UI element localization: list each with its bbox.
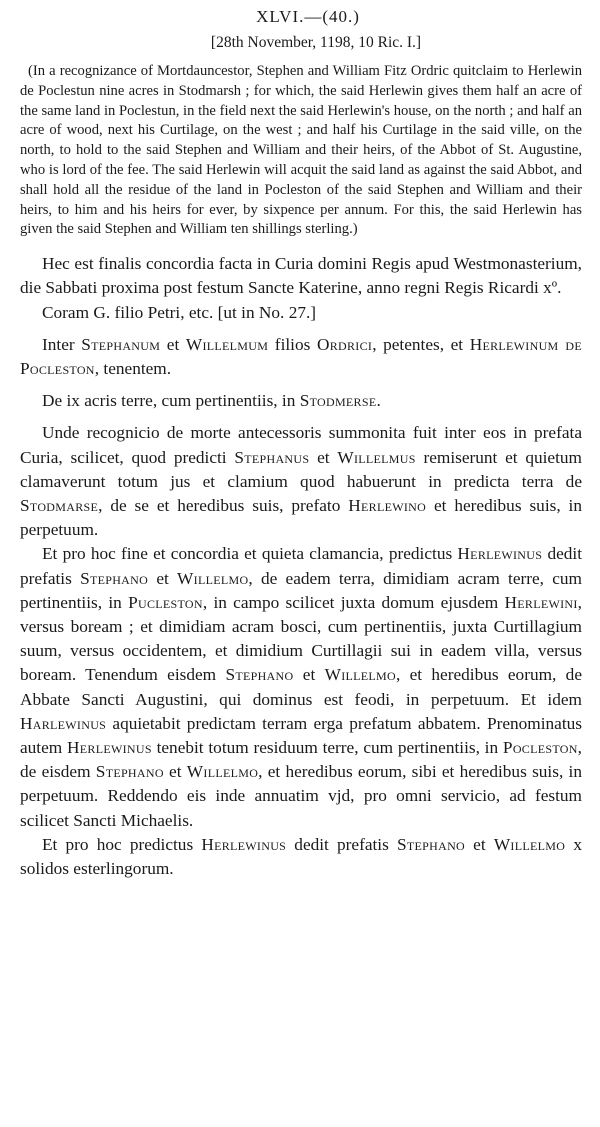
text-run: , tenentem. [94, 358, 172, 378]
text-run: , de eisdem [20, 738, 582, 782]
text-run: . [376, 391, 381, 411]
name-stephano: Stephano [80, 568, 149, 588]
name-willelmo: Willelmo [177, 568, 249, 588]
place-stodmerse: Stodmerse [299, 391, 377, 411]
text-run: dedit prefatis [20, 544, 582, 588]
text-run: filios [268, 334, 317, 354]
name-willelmus: Willelmus [337, 447, 416, 467]
name-stephanum: Stephanum [81, 334, 161, 354]
text-run: et [465, 834, 494, 854]
text-run: remiserunt et quietum clamaverunt totum jus et clamium quod habuerunt in predicta terra de [20, 447, 582, 491]
name-stephano: Stephano [95, 762, 164, 782]
text-run: et [293, 665, 325, 685]
name-herlewinus: Herlewinus [201, 834, 287, 854]
text-run: , de eadem terra, dimidiam acram terre, cum pertinentiis, in [20, 568, 582, 612]
concordia-paragraph [14, 542, 582, 832]
text-run: , et heredibus eorum, de Abbate Sancti Augustini, qui dominus est feodi, in perpetuum. Et idem [20, 665, 582, 709]
text-run: Inter [42, 334, 82, 354]
name-herlewinus: Herlewinus [67, 738, 152, 758]
name-herlewinum-de-pocleston: Herlewinum de Pocleston [20, 334, 582, 378]
text-run: , et heredibus eorum, sibi et heredibus suis, in perpetuum. Reddendo eis inde annuatim vjd, pro omni servicio, ad festum scilicet Sancti Michaelis. [20, 762, 582, 830]
text-run: Unde recognicio de morte antecessoris summonita fuit inter eos in prefata Curia, scilicet, quod predicti [20, 423, 582, 467]
name-willelmo: Willelmo [186, 762, 259, 782]
acris-paragraph [14, 389, 582, 413]
text-run: dedit prefatis [286, 834, 397, 854]
name-stephano: Stephano [225, 665, 294, 685]
name-willelmum: Willelmum [185, 334, 269, 354]
name-stephanus: Stephanus [234, 447, 310, 467]
text-run: Et pro hoc predictus [42, 834, 202, 854]
document-date: [28th November, 1198, 10 Ric. I.] [210, 34, 422, 51]
text-run: x solidos esterlingorum. [20, 834, 582, 879]
name-willelmo: Willelmo [493, 834, 566, 854]
text-run: et [309, 447, 338, 467]
finalis-concordia-paragraph: Hec est finalis concordia facta in Curia domini Regis apud Westmonasterium, die Sabbati proxima post festum Sancte Katerine, anno regni Regis Ricardi xº. [20, 254, 582, 298]
recognicio-paragraph [14, 421, 582, 542]
document-number: XLVI.—(40.) [256, 7, 360, 26]
text-run: et heredibus suis, in perpetuum. [20, 496, 583, 540]
place-pucleston: Pucleston [128, 592, 203, 612]
text-run: , de se et heredibus suis, prefato [98, 496, 349, 515]
text-run: , petentes, et [372, 334, 470, 354]
name-harlewinus: Harlewinus [20, 713, 107, 733]
name-herlewini: Herlewini [504, 592, 578, 612]
text-run: et [160, 334, 186, 354]
place-stodmarse: Stodmarse [20, 496, 99, 515]
parties-paragraph [14, 333, 582, 381]
text-run: et [163, 762, 187, 782]
text-run: Et pro hoc fine et concordia et quieta clamancia, predictus [42, 544, 458, 564]
text-run: et [148, 568, 178, 588]
name-stephano: Stephano [397, 834, 466, 854]
name-herlewino: Herlewino [348, 496, 427, 515]
english-summary: (In a recognizance of Mortdauncestor, Stephen and William Fitz Ordric quitclaim to Herlewin de Poclestun nine acres in Stodmarsh ; for which, the said Herlewin gives them half an acre of the same land in Poclestun, in the field next the said Herlewin's house, on the north ; and half an acre of wood, next his Curtilage, on the west ; and half his Curtilage in the said ville, on the north, to hold to the said Stephen and William and their heirs, of the Abbot of St. Augustine, who is lord of the fee. The said Herlewin will acquit the said land as against the said Abbot, and shall hold all the residue of the land in Pocleston of the said Stephen and William and their heirs, to him and his heirs for ever, by sixpence per annum. For this, the said Herlewin has given the said Stephen and William ten shillings sterling.) [20, 63, 582, 238]
coram-line: Coram G. filio Petri, etc. [ut in No. 27.] [42, 302, 317, 322]
place-pocleston: Pocleston [502, 738, 578, 758]
name-ordrici: Ordrici [316, 334, 373, 354]
name-herlewinus: Herlewinus [457, 544, 543, 564]
text-run: , in campo scilicet juxta domum ejusdem [202, 592, 505, 612]
text-run: aquietabit predictam terram erga prefatum abbatem. Prenominatus autem [20, 713, 582, 758]
text-run: tenebit totum residuum terre, cum pertinentiis, in [151, 738, 503, 758]
name-willelmo: Willelmo [324, 665, 396, 685]
text-run: De ix acris terre, cum pertinentiis, in [42, 391, 300, 411]
text-run: , versus boream ; et dimidiam acram bosci, cum pertinentiis, juxta Curtillagium suum, versus occidentem, et dimidium Curtillagii sui in eadem villa, versus boream. Tenendum eisdem [20, 592, 582, 685]
final-payment-paragraph [14, 833, 582, 881]
